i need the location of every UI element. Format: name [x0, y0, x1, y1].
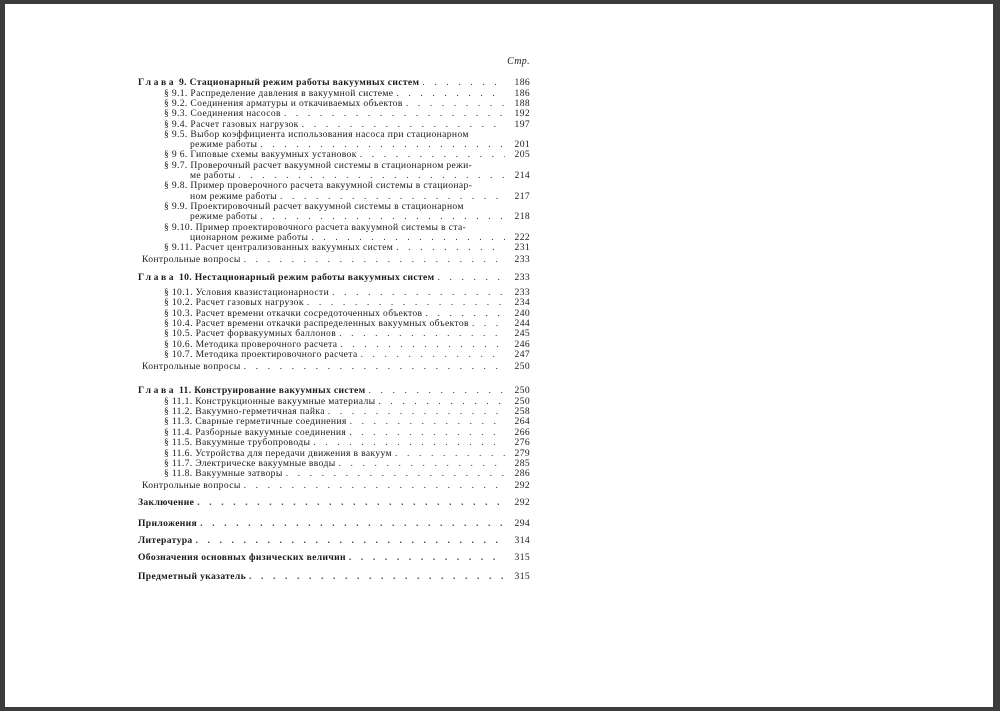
page-number: 197 [514, 118, 530, 130]
dot-leader [378, 397, 505, 407]
toc-final-entry[interactable] [138, 498, 530, 508]
page-number: 201 [514, 139, 530, 151]
dot-leader [332, 288, 505, 298]
page-number: 286 [514, 468, 530, 480]
final-entry-label: Приложения [138, 518, 198, 529]
section-line: § 9.1. Распределение давления в вакуумной системе [164, 87, 394, 99]
page-number: 276 [514, 437, 530, 449]
toc-section-entry[interactable] [138, 350, 530, 360]
page-number: 188 [514, 97, 530, 109]
page-number: 294 [514, 518, 530, 529]
section-line: § 9.2. Соединения арматуры и откачиваемых объектов [164, 97, 403, 109]
chapter-prefix: Глава [138, 272, 177, 283]
dot-leader [396, 243, 505, 253]
page-number: 285 [514, 458, 530, 469]
dot-leader [349, 553, 505, 563]
section-line: § 10.4. Расчет времени откачки распределенных вакуумных объектов [164, 317, 469, 329]
entry-title [164, 469, 283, 479]
section-line: ме работы [190, 170, 236, 181]
dot-leader [196, 536, 505, 546]
page-number: 258 [514, 406, 530, 417]
toc-section-entry[interactable] [138, 469, 530, 479]
chapter-prefix: Глава [138, 77, 177, 88]
page-column-label: Стр. [507, 56, 530, 67]
dot-leader [244, 255, 505, 265]
page-number: 246 [514, 338, 530, 350]
section-line: § 9 6. Гиповые схемы вакуумных установок [164, 149, 357, 161]
section-line: § 9.7. Проверочный расчет вакуумной системы в стационарном режи- [164, 159, 473, 171]
page-number: 231 [514, 242, 530, 254]
dot-leader [284, 109, 505, 119]
page-number: 247 [514, 348, 530, 360]
page-number: 292 [514, 497, 530, 508]
entry-title [138, 273, 435, 283]
section-line: § 10.7. Методика проектировочного расчета [164, 348, 358, 360]
section-line: § 10.5. Расчет форвакуумных баллонов [164, 328, 337, 340]
section-line: ном режиме работы [190, 190, 277, 202]
page-number: 250 [514, 395, 530, 407]
toc-final-entry[interactable] [138, 536, 530, 546]
control-questions-label: Контрольные вопросы [142, 360, 241, 372]
page-number: 292 [514, 480, 530, 492]
section-line: § 10.2. Расчет газовых нагрузок [164, 297, 304, 309]
final-entry-label: Заключение [138, 497, 195, 508]
section-line: § 9.8. Пример проверочного расчета вакуумной системы в стационар- [164, 180, 473, 192]
page-number: 233 [514, 253, 530, 265]
control-questions-entry[interactable] [142, 255, 530, 265]
section-line: § 9.11. Расчет централизованных вакуумных систем [164, 242, 394, 254]
section-line: § 11.5. Вакуумные трубопроводы [164, 437, 311, 449]
dot-leader [244, 481, 505, 491]
page-number: 186 [514, 87, 530, 99]
entry-title [164, 350, 358, 360]
toc-final-entry[interactable] [138, 572, 530, 582]
control-questions-label: Контрольные вопросы [142, 253, 241, 265]
page-number: 233 [514, 272, 530, 283]
dot-leader [197, 498, 505, 508]
page-number: 205 [514, 149, 530, 161]
section-line: режиме работы [190, 211, 258, 223]
page-number: 264 [514, 416, 530, 428]
page-number: 214 [514, 170, 530, 181]
dot-leader [472, 319, 505, 329]
dot-leader [328, 407, 505, 417]
section-line: § 10.1. Условия квазистационарности [164, 287, 330, 298]
chapter-title: 11. Конструирование вакуумных систем [178, 385, 366, 396]
dot-leader [339, 329, 505, 339]
page-number: 192 [514, 108, 530, 120]
page-number: 245 [514, 328, 530, 340]
section-line: ционарном режиме работы [190, 231, 309, 243]
entry-title [138, 572, 246, 582]
section-line: § 11.1. Конструкционные вакуумные материалы [164, 395, 376, 407]
dot-leader [438, 273, 505, 283]
section-line: § 9.9. Проектировочный расчет вакуумной системы в стационарном [164, 200, 464, 212]
dot-leader [406, 99, 505, 109]
section-line: режиме работы [190, 139, 258, 151]
section-line: § 9.3. Соединения насосов [164, 108, 281, 120]
dot-leader [286, 469, 505, 479]
page-number: 222 [514, 231, 530, 243]
section-line: § 11.3. Сварные герметичные соединения [164, 416, 347, 428]
final-entry-label: Предметный указатель [138, 571, 247, 582]
chapter-title: 10. Нестационарный режим работы вакуумных систем [178, 272, 435, 283]
section-line: § 9.5. Выбор коэффициента использования насоса при стационарном [164, 128, 469, 140]
entry-title [142, 362, 241, 372]
section-line: § 10.6. Методика проверочного расчета [164, 338, 338, 350]
page-number: 234 [514, 297, 530, 309]
toc-section-entry[interactable] [138, 243, 530, 253]
entry-title [142, 255, 241, 265]
chapter-heading[interactable] [138, 273, 530, 283]
page-number: 250 [514, 360, 530, 372]
dot-leader [349, 428, 505, 438]
page-number: 233 [514, 287, 530, 298]
section-line: § 9.10. Пример проектировочного расчета вакуумной системы в ста- [164, 221, 467, 233]
section-line: § 11.7. Электрическе вакуумные вводы [164, 458, 336, 469]
section-line: § 11.4. Разборные вакуумные соединения [164, 426, 347, 438]
page-number: 218 [514, 211, 530, 223]
control-questions-label: Контрольные вопросы [142, 480, 241, 492]
page-number: 315 [514, 571, 530, 582]
dot-leader [396, 89, 505, 99]
page-number: 240 [514, 307, 530, 319]
dot-leader [361, 350, 505, 360]
chapter-title: 9. Стационарный режим работы вакуумных систем [178, 77, 420, 88]
entry-title [138, 498, 194, 508]
page-number: 250 [514, 385, 530, 396]
section-line: § 11.8. Вакуумные затворы [164, 468, 283, 480]
page-number: 314 [514, 535, 530, 546]
entry-title [138, 519, 197, 529]
final-entry-label: Литература [138, 535, 193, 546]
chapter-prefix: Глава [138, 385, 177, 396]
page-number: 315 [514, 552, 530, 563]
dot-leader [340, 340, 505, 350]
section-line: § 9.4. Расчет газовых нагрузок [164, 118, 299, 130]
section-line: § 10.3. Расчет времени откачки сосредоточенных объектов [164, 307, 423, 319]
page-number: 266 [514, 426, 530, 438]
dot-leader [200, 519, 505, 529]
section-line: § 11.6. Устройства для передачи движения в вакуум [164, 447, 392, 459]
document-page [5, 4, 993, 707]
control-questions-entry[interactable] [142, 362, 530, 372]
entry-title [138, 553, 346, 563]
dot-leader [395, 449, 505, 459]
entry-title [142, 481, 241, 491]
toc-final-entry[interactable] [138, 553, 530, 563]
page-number: 186 [514, 77, 530, 88]
dot-leader [339, 459, 505, 469]
entry-title [164, 243, 393, 253]
final-entry-label: Обозначения основных физических величин [138, 552, 346, 563]
section-line: § 11.2. Вакуумно-герметичная пайка [164, 406, 325, 417]
dot-leader [244, 362, 505, 372]
dot-leader [249, 572, 505, 582]
dot-leader [369, 386, 505, 396]
entry-title [138, 536, 193, 546]
toc-final-entry[interactable] [138, 519, 530, 529]
control-questions-entry[interactable] [142, 481, 530, 491]
dot-leader [350, 417, 505, 427]
page-number: 279 [514, 447, 530, 459]
dot-leader [422, 78, 505, 88]
page-number: 217 [514, 190, 530, 202]
page-number: 244 [514, 317, 530, 329]
